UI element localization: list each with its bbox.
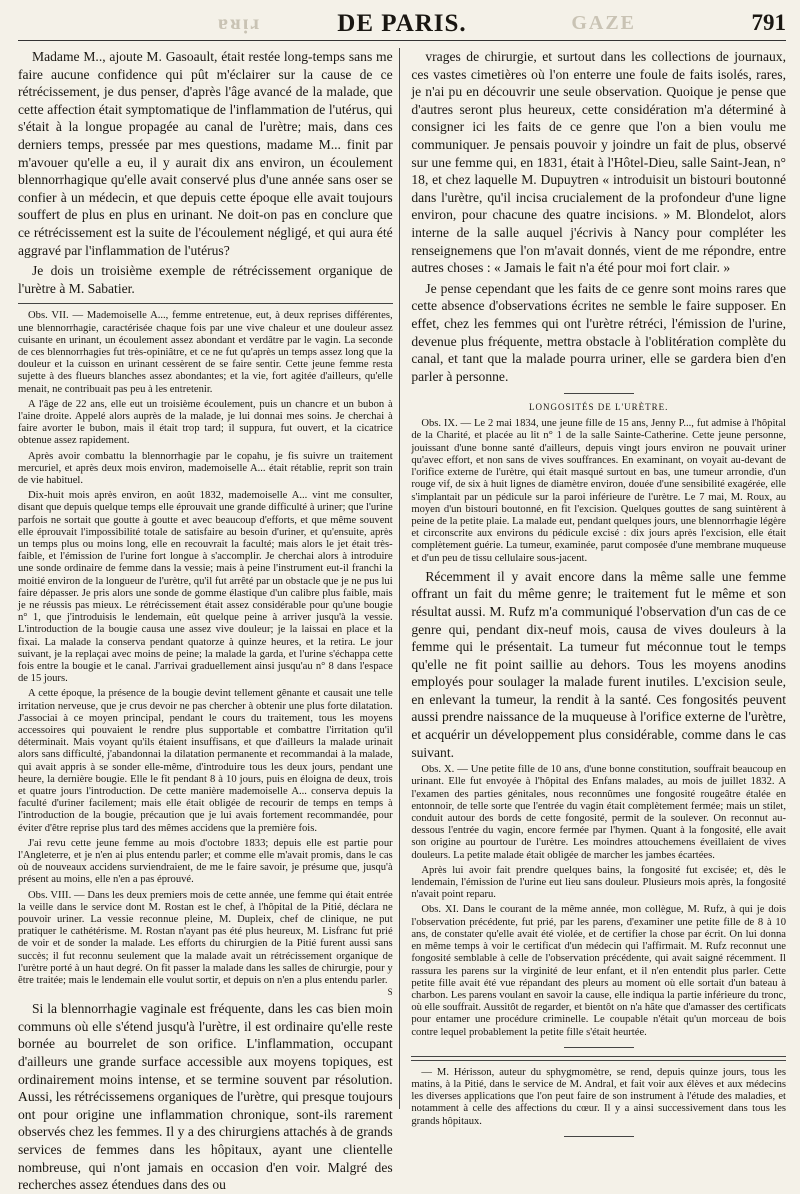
paragraph-age-22: A l'âge de 22 ans, elle eut un troisième écoulement, puis un chancre et un bubon à l'aine droite. Appelé alors auprès de la malade, je lui donnai mes soins. Je cherchai à faire avorter le bubon, mais il était trop tard; il suppura, fut ouvert, et la cicatrice obtenue assez rapidement. [18, 398, 393, 447]
signature-mark: S [387, 987, 393, 998]
paragraph-bougie: A cette époque, la présence de la bougie devint tellement gênante et causait une telle irritation nerveuse, que je crus devoir ne pas chercher à obtenir une plus forte dilatation. J'associai à ce moyen principal, pendant le cours du traitement, tous les moyens accessoires qui pouvaient le rendre plus supportable et combattre l'irritation qu'il déterminait. Mais voyant qu'ils étaient insuffisans, et que d'ailleurs la malade urinait alors sans difficulté, j'abandonnai la dilatation permanente et recommandai à la malade, qui avait appris à se sonder elle-même, d'introduire tous les deux jours, pendant une heure, la dernière bougie. Elle le fit pendant 8 à 10 jours, puis en éloigna de deux, trois et quatre jours l'introduction. De cette manière mademoiselle A... conserva depuis la faculté d'uriner facilement; mais elle était obligée de recourir de temps en temps à l'introduction de la bougie, précaution que je lui avais fortement recommandée, pour éviter d'être reprise plus tard des mêmes accidens que la première fois. [18, 688, 393, 834]
right-column [411, 48, 786, 1127]
observation-viii: Obs. VIII. — Dans les deux premiers mois de cette année, une femme qui était entrée la veille dans le service dont M. Rostan est le chef, à l'hôpital de la Pitié, déclara ne pouvoir uriner. La vessie reconnue pleine, M. Dupleix, chef de clinique, ne put pratiquer le cathétérisme. M. Rostan n'ayant pas été plus heureux, M. Lisfranc fut prié de voir et de sonder la malade. Les efforts du chirurgien de la Pitié furent aussi sans succès; il fut reconnu seulement que la malade avait un rétrécissement organique de l'urètre porté à un haut degré. On fit passer la malade dans les salles de chirurgie, pour y être traitée; mais le lendemain elle voulut sortir, et depuis on n'en a plus entendu parler. [18, 889, 393, 987]
paragraph-third-example: Je dois un troisième exemple de rétrécissement organique de l'urètre à M. Sabatier. [18, 263, 393, 296]
text-columns [18, 48, 786, 1193]
short-rule [564, 1136, 634, 1137]
paragraph-recemment: Récemment il y avait encore dans la même salle une femme offrant un fait du même genre; le traitement fut le même et son résultat aussi. M. Rufz m'a communiqué l'observation d'un cas de ce genre qui, pendant dix-neuf mois, causa de vives douleurs à la femme qui le présentait. La tumeur fut méconnue tout le temps qu'elle ne fit point saillie au dehors. Tous les moyens anodins employés pour soulager la malade furent inutiles. L'excision seule, en enlevant la tumeur, la rendit à la santé. Ces fongosités peuvent aussi prendre naissance de la muqueuse à l'orifice externe de l'urètre, et acquérir un développement plus considérable, comme dans le cas suivant. [411, 568, 786, 760]
section-heading: LONGOSITÉS DE L'URÈTRE. [528, 402, 669, 413]
page-number: 791 [751, 10, 786, 35]
notice-herisson: — M. Hérisson, auteur du sphygmomètre, se rend, depuis quinze jours, tous les matins, à la Pitié, dans le service de M. Andral, et fait voir aux élèves et aux médecins les diverses applications que l'on peut faire de son instrument à l'étude des maladies, et notamment à celle des affections du cœur. Il y a ainsi successivement dans tous les grands hôpitaux. [411, 1066, 786, 1127]
short-rule [564, 393, 634, 394]
observation-x: Obs. X. — Une petite fille de 10 ans, d'une bonne constitution, souffrait beaucoup en urinant. Elle fut envoyée à l'hôpital des Enfans malades, au mois de juillet 1832. A l'examen des parties génitales, nous reconnûmes une fongosité rougeâtre étalée en entonnoir, de telle sorte que l'entrée du vagin était complètement fermée; mais un stilet, conduit autour des bords de cette fongosité, permit de la soulever. On reconnut au-dessous l'entrée du vagin, encore fermée par l'hymen. Quant à la fongosité, elle avait son origine au pourtour de l'urètre. Les moindres attouchemens éveillaient de vives douleurs. La petite malade était obligée de marcher les jambes écartées. [411, 764, 786, 861]
separator [18, 303, 393, 304]
left-column [18, 48, 393, 1193]
paragraph-eighteen-months: Dix-huit mois après environ, en août 1832, mademoiselle A... vint me consulter, disant que depuis quelque temps elle éprouvait une grande difficulté à uriner; que l'urine parfois ne sortait que goutte à goutte et avec beaucoup d'efforts, et que même souvent elle éprouvait l'impossibilité totale de satisfaire au besoin d'uriner, et qu'ensuite, après un temps plus ou moins long, elle en recouvrait la faculté; mais alors le jet était très-faible, et l'émission de l'urine fort longue à s'accomplir. Je cherchai alors à introduire une sonde ordinaire de femme dans la vessie; mais à peine l'instrument eut-il franchi la moitié environ de la longueur de l'urètre, qu'il fut arrêté par un obstacle que je ne pus lui faire dépasser. Je pris alors une sonde de gomme élastique d'un calibre plus faible, mais je ne réussis pas mieux. Le rétrécissement était assez considérable pour qu'une bougie n° 1, que j'introduisis le lendemain, eût quelque peine à arriver jusqu'à la vessie. L'introduction de la bougie causa une assez vive douleur; je la laissai en place et la fixai. La malade la conserva pendant quatorze à quinze heures, et la retira. Le jour suivant, je la replaçai avec moins de peine; la malade la garda, et l'urine s'échappa cette fois entre la bougie et le canal. J'arrivai graduellement ainsi jusqu'au n° 8 dans l'espace de 15 jours. [18, 490, 393, 685]
column-divider [399, 48, 406, 1109]
bleed-through-text-left: ɐᴚᴉɹ [218, 12, 262, 34]
page-header [18, 0, 786, 40]
paragraph-gasoault: Madame M.., ajoute M. Gasoault, était restée long-temps sans me faire aucune confidence qui pût m'éclairer sur la cause de ce rétrécissement, je dus penser, d'après l'âge avancé de la malade, que cette affection était symptomatique de l'inflammation de l'utérus, qui s'était à la longue propagée au canal de l'urètre; mais, dans ces derniers temps, pressée par mes questions, madame M... finit par m'avouer qu'elle a eu, il y aurait dix ans environ, un écoulement blennorrhagique qu'elle avait conservé plus d'une année sans oser se confier à un médecin, et que depuis cette époque elle avait toujours souffert de plus en plus en urinant. Ne doit-on pas en conclure que ce rétrécissement est la suite de l'écoulement négligé, et qui aura été aggravé par l'inflammation de l'utérus? [18, 49, 393, 258]
paragraph-ouvrages: vrages de chirurgie, et surtout dans les collections de journaux, ces vastes cimetières où l'on enterre une foule de faits isolés, rares, je n'ai pu en découvrir une seule observation. Quoique je pense que d'autres seront plus heureux, cette considération m'a déterminé à consigner ici les faits de ce genre que l'on a bien voulu me communiquer. Je pensais pouvoir y joindre un fait de plus, observé sur une femme qui, en 1831, était à l'Hôtel-Dieu, salle Saint-Jean, n° 18, et chez laquelle M. Dupuytren « introduisit un bistouri boutonné dans l'urètre, qu'il incisa crucialement de la profondeur d'une ligne environ, pour chacune des quatre incisions. » M. Blondelot, alors interne de la salle auquel j'écrivis à Nancy pour compléter les renseignemens que l'on m'avait donnés, vient de me répondre, entre autres choses : « Jamais le fait n'a été pour moi fort clair. » [411, 49, 786, 276]
observation-xi: Obs. XI. Dans le courant de la même année, mon collègue, M. Rufz, à qui je dois l'observation précédente, fut prié, par les parens, d'examiner une petite fille de 8 à 10 ans, de constater qu'elle avait été violée, et de certifier la chose par écrit. On lui donna en même temps à voir le certificat d'un médecin qui l'affirmait. M. Rufz reconnut une fongosité semblable à celle de l'observation précédente, qui avait saigné récemment. Il rassura les parens sur la virginité de leur enfant, et il n'en entendit plus parler. Cette petite fille avait été vue répandant des pleurs au moment où elle sortait d'un bateau à charbon. Les parens voulant en savoir la cause, elle indiqua la partie inférieure du tronc, où elle souffrait. Aussitôt de regarder, et bientôt on n'a hâte que d'amasser des certificats pour entamer une procédure criminelle. Le coupable n'était qu'un morceau de bois contre lequel probablement la petite fille s'était heurtée. [411, 904, 786, 1038]
paragraph-revisit: J'ai revu cette jeune femme au mois d'octobre 1833; depuis elle est partie pour l'Angleterre, et je n'en ai plus entendu parler; et comme elle m'avait promis, dans le cas où de nouveaux accidens surviendraient, de me le faire savoir, je présume que, jusqu'à présent au moins, elle n'en a pas éprouvé. [18, 837, 393, 886]
paragraph-copahu: Après avoir combattu la blennorrhagie par le copahu, je fis suivre un traitement mercuriel, et après deux mois environ, mademoiselle A... était rétablie, reprit son train de vie habituel. [18, 450, 393, 486]
double-rule [411, 1056, 786, 1061]
running-title: DE PARIS. [337, 10, 467, 37]
observation-ix: Obs. IX. — Le 2 mai 1834, une jeune fille de 15 ans, Jenny P..., fut admise à l'hôpital de la Charité, et placée au lit n° 1 de la salle Sainte-Catherine. Cette jeune personne, jouissant d'une bonne santé d'ailleurs, depuis vingt jours environ ne pouvait uriner qu'avec effort, et non sans de vives souffrances. En examinant, on voyait au-devant de l'orifice externe de l'urètre, qui était masqué surtout en bas, une tumeur arrondie, d'un rouge vif, de six à huit lignes de diamètre environ, douée d'une sensibilité exagérée, elle s'implantait par un pédicule sur la paroi inférieure de l'urètre. Le 7 mai, M. Roux, au moyen d'un bistouri boutonné, en fit l'excision. Quelques gouttes de sang suintèrent à peine de la petite plaie. La malade eut, pendant quelques jours, une blennorrhagie légère et circonscrite aux environs du pédicule excisé : dix jours après l'excision, elle était complètement guérie. La tumeur, examinée, parut composée d'une membrane muqueuse et d'un peu de tissu cellulaire sous-jacent. [411, 418, 786, 564]
observation-vii: Obs. VII. — Mademoiselle A..., femme entretenue, eut, à deux reprises différentes, une blennorrhagie, caractérisée chaque fois par une vive chaleur et une douleur assez cuisante en urinant, un écoulement assez abondant et verdâtre par le vagin. La seconde de ces blennorrhagies fut très-opiniâtre, et ce ne fut qu'après un temps assez long que la douleur et la cuisson en urinant cessèrent de se faire sentir. Cette jeune femme resta sujette à des flueurs blanches assez abondantes; et la vie, fort agitée d'ailleurs, qu'elle menait, ne contribuait pas peu à les entretenir. [18, 310, 393, 395]
bleed-through-text-right: GAZE [571, 12, 636, 34]
paragraph-je-pense: Je pense cependant que les faits de ce genre sont moins rares que cette absence d'observations écrites ne semble le faire supposer. En effet, chez les femmes qui ont l'urètre rétréci, l'émission de l'urine, devenue plus fréquente, mettra obstacle à l'oblitération complète du canal, et tant que la malade pourra uriner, elle se gardera bien d'en parler à personne. [411, 280, 786, 384]
paragraph-bains: Après lui avoir fait prendre quelques bains, la fongosité fut excisée; et, dès le lendemain, l'émission de l'urine eut lieu sans douleur. Plusieurs mois après, la fongosité n'avait point reparu. [411, 864, 786, 901]
header-rule [18, 40, 786, 41]
paragraph-blennorrhagie-vaginale: Si la blennorrhagie vaginale est fréquente, dans les cas bien moin communs où elle s'étend jusqu'à l'urètre, il est ordinaire qu'elle reste bornée au bourrelet de son orifice. L'inflammation, occupant d'ailleurs une grande surface accessible aux moyens topiques, est ordinairement moins intense, et se termine souvent par résolution. Aussi, les rétrécissemens organiques de l'urètre, qui presque toujours ont pour origine une inflammation chronique, sont-ils rarement observés chez les femmes. Il y a des chirurgiens attachés à de grands services de femmes dans les hôpitaux, ayant une clientelle nombreuse, qui n'ont jamais en occasion d'en voir. Malgré des recherches assez étendues dans des ou [18, 1001, 393, 1193]
short-rule [564, 1047, 634, 1048]
